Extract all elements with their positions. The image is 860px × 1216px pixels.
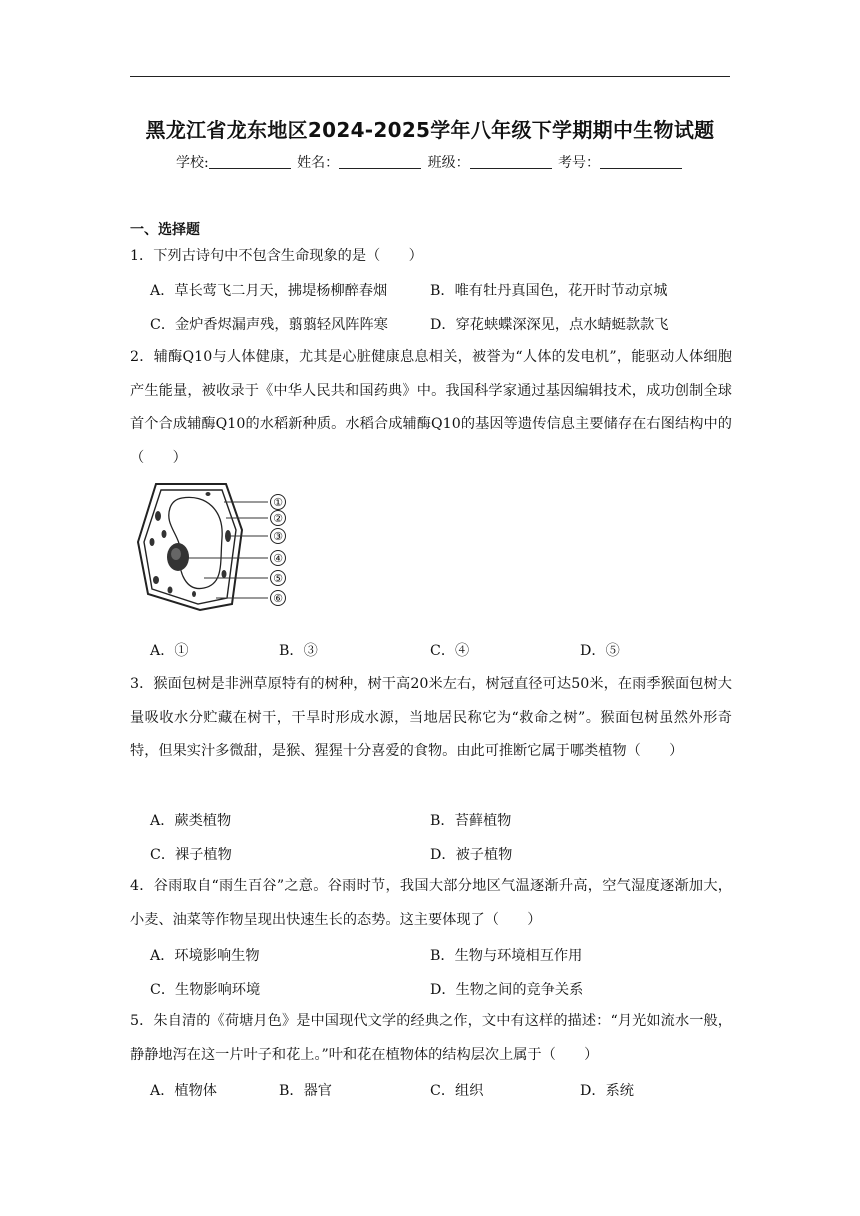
question-1-stem: 1．下列古诗句中不包含生命现象的是（ ）	[130, 248, 423, 264]
question-2-option-c[interactable]: C．④	[430, 643, 470, 659]
figure-label-6: ⑥	[273, 592, 283, 605]
figure-label-1: ①	[273, 496, 283, 509]
question-1-option-d[interactable]: D．穿花蛱蝶深深见，点水蜻蜓款款飞	[430, 317, 669, 333]
figure-label-3: ③	[273, 530, 283, 543]
question-4-option-d[interactable]: D．生物之间的竞争关系	[430, 982, 584, 998]
vacuole-shape	[169, 497, 222, 588]
figure-label-4: ④	[273, 552, 283, 565]
question-2-option-a[interactable]: A．①	[150, 643, 189, 659]
section-heading: 一、选择题	[130, 222, 200, 238]
question-2-stem: 2．辅酶Q10与人体健康，尤其是心脏健康息息相关，被誉为“人体的发电机”，能驱动人体细胞产生能量，被收录于《中华人民共和国药典》中。我国科学家通过基因编辑技术，成功创制全球首个合成辅酶Q10的水稻新种质。水稻合成辅酶Q10的基因等遗传信息主要储存在右图结构中的（ ）	[130, 349, 732, 466]
question-5-option-a[interactable]: A．植物体	[150, 1083, 217, 1099]
question-4-option-a[interactable]: A．环境影响生物	[150, 948, 260, 964]
question-4-option-b[interactable]: B．生物与环境相互作用	[430, 948, 583, 964]
exam-no-label: 考号：	[558, 155, 601, 171]
question-3-option-b[interactable]: B．苔藓植物	[430, 813, 512, 829]
name-blank[interactable]	[339, 154, 421, 169]
question-5-option-c[interactable]: C．组织	[430, 1083, 484, 1099]
question-1-option-a[interactable]: A．草长莺飞二月天，拂堤杨柳醉春烟	[150, 283, 388, 299]
school-blank[interactable]	[209, 154, 291, 169]
question-1-option-c[interactable]: C．金炉香烬漏声残，翦翦轻风阵阵寒	[150, 317, 388, 333]
question-2-option-b[interactable]: B．③	[279, 643, 318, 659]
question-3-option-a[interactable]: A．蕨类植物	[150, 813, 232, 829]
question-3-stem: 3．猴面包树是非洲草原特有的树种，树干高20米左右，树冠直径可达50米，在雨季猴面包树大量吸收水分贮藏在树干，干旱时形成水源，当地居民称它为“救命之树”。猴面包树虽然外形奇特，但果实汁多微甜，是猴、猩猩十分喜爱的食物。由此可推断它属于哪类植物（ ）	[130, 676, 732, 759]
question-5-stem: 5．朱自清的《荷塘月色》是中国现代文学的经典之作，文中有这样的描述：“月光如流水一般，静静地泻在这一片叶子和花上。”叶和花在植物体的结构层次上属于（ ）	[130, 1013, 732, 1063]
question-3-option-d[interactable]: D．被子植物	[430, 847, 513, 863]
header-rule	[130, 76, 730, 77]
question-4-stem: 4．谷雨取自“雨生百谷”之意。谷雨时节，我国大部分地区气温逐渐升高，空气湿度逐渐加大，小麦、油菜等作物呈现出快速生长的态势。这主要体现了（ ）	[130, 878, 732, 928]
question-5-option-b[interactable]: B．器官	[279, 1083, 332, 1099]
plant-cell-diagram	[134, 482, 294, 612]
question-2-option-d[interactable]: D．⑤	[580, 643, 620, 659]
class-label: 班级：	[427, 155, 470, 171]
figure-label-5: ⑤	[273, 572, 283, 585]
cell-membrane-shape	[144, 490, 236, 604]
page-title: 黑龙江省龙东地区2024-2025学年八年级下学期期中生物试题	[145, 118, 715, 142]
exam-no-blank[interactable]	[600, 154, 682, 169]
class-blank[interactable]	[470, 154, 552, 169]
question-5-option-d[interactable]: D．系统	[580, 1083, 634, 1099]
name-label: 姓名：	[297, 155, 340, 171]
question-4-option-c[interactable]: C．生物影响环境	[150, 982, 261, 998]
question-1-option-b[interactable]: B．唯有牡丹真国色，花开时节动京城	[430, 283, 668, 299]
figure-label-2: ②	[273, 512, 283, 525]
school-label: 学校:	[175, 155, 209, 171]
student-info-line	[0, 152, 860, 172]
question-3-option-c[interactable]: C．裸子植物	[150, 847, 232, 863]
